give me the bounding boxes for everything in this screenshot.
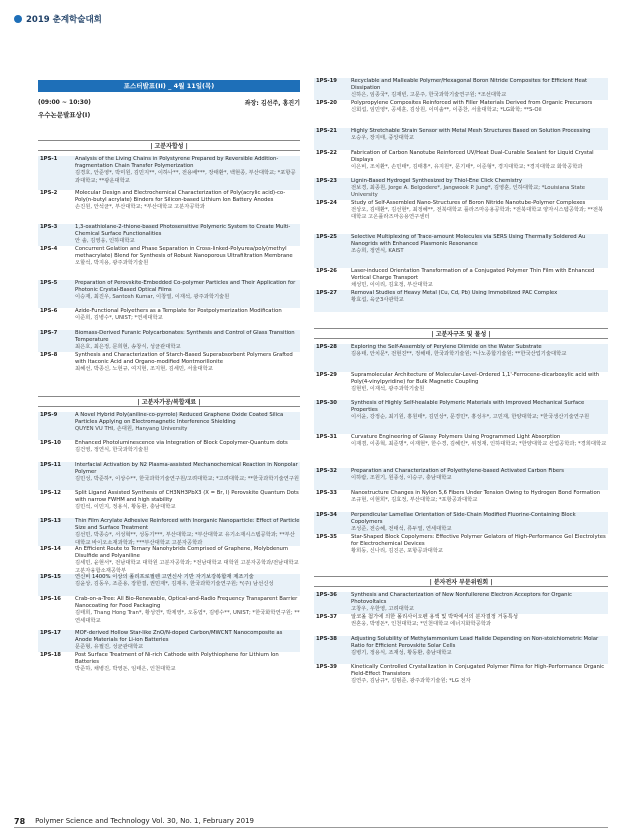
entry-id: 1PS-22 (316, 150, 337, 156)
program-entry (38, 490, 300, 518)
entry-id: 1PS-34 (316, 512, 337, 518)
entry-title: Recyclable and Malleable Polymer/Hexagonal Boron Nitride Composites for Efficient Heat Dissipation (351, 78, 588, 92)
program-entry (38, 546, 300, 574)
entry-id: 1PS-20 (316, 100, 337, 106)
entry-title: Perpendicular Lamellae Orientation of Side-Chain Modified Fluorine-Containing Block Copolymers (351, 512, 576, 526)
entry-id: 1PS-17 (40, 630, 61, 636)
session-room: 우수논문발표상(I) (38, 111, 91, 119)
entry-title: Fabrication of Carbon Nanotube Reinforced UV/Heat Dual-Curable Sealant for Liquid Crystal Displays (351, 150, 594, 164)
program-entry (314, 434, 608, 468)
program-entry (38, 352, 300, 386)
entry-authors: 김세민, 윤현서*, 전남대학교 대학원 고분자공학과; *전남대학교 대학원 고분자공학과/전남대학교 고분자융합소재공학부 (75, 560, 299, 574)
entry-authors: 안 솔, 김영웅, 인하대학교 (75, 238, 135, 245)
entry-title: Interfacial Activation by N2 Plasma-assisted Mechanochemical Reaction in Nonpolar Polymer (75, 462, 298, 476)
program-entry (38, 652, 300, 680)
entry-authors: 김윤상, 김동우, 조준용, 장한결, 권민재*, 김재우, 한국과학기술연구원; *(주) 남선신성 (75, 581, 274, 588)
entry-id: 1PS-37 (316, 614, 337, 620)
program-entry (38, 462, 300, 490)
entry-authors: 전보경, 최종원, Jorge A. Belgodere*, Jangwook P. Jung*, 김영훈, 인하대학교; *Louisiana State University (351, 185, 586, 199)
entry-id: 1PS-38 (316, 636, 337, 642)
entry-authors: 조성준, 전승혜, 전태석, 류두열, 연세대학교 (351, 526, 452, 533)
program-entry (38, 190, 300, 224)
program-entry (314, 400, 608, 434)
entry-id: 1PS-8 (40, 352, 58, 358)
program-entry (38, 518, 300, 546)
entry-title: Star-Shaped Block Copolymers: Effective Polymer Gelators of High-Performance Gel Electrolytes for Electrochemical Devices (351, 534, 606, 548)
entry-authors: 이준희, 김병수*, UNIST; *연세대학교 (75, 315, 163, 322)
entry-id: 1PS-29 (316, 372, 337, 378)
entry-title: Polypropylene Composites Reinforced with Filler Materials Derived from Organic Precursors (351, 100, 593, 106)
entry-id: 1PS-15 (40, 574, 61, 580)
entry-title: Nanostructure Changes in Nylon 5,6 Fibers Under Tension Owing to Hydrogen Bond Formation (351, 490, 601, 496)
program-entry (314, 592, 608, 614)
entry-id: 1PS-21 (316, 128, 337, 134)
session-time: (09:00 ~ 10:30) (38, 98, 91, 106)
entry-title: Molecular Design and Electrochemical Characterization of Poly(acrylic acid)-co-Poly(n-butyl acrylate) Binders for Silicon-based Lithium Ion Battery Anodes (75, 190, 286, 204)
program-entry (38, 630, 300, 652)
entry-id: 1PS-7 (40, 330, 58, 336)
entry-title: Highly Stretchable Strain Sensor with Metal Mesh Structures Based on Solution Processing (351, 128, 591, 134)
entry-authors: 전상오, 김태환*, 김선현*, 최정혜**, 전북대학교 플라즈마응용공학과; *전북대학교 양자시스템공학과; **전북대학교 고온플라즈마응용연구센터 (351, 207, 604, 221)
entry-authors: 김용태, 안치문*, 전현진**, 정해태, 한국과학기술원; *나노종합기술원; **한국산업기술대학교 (351, 351, 567, 358)
page-footer (14, 815, 254, 827)
entry-title: A Novel Hybrid Poly(aniline-co-pyrrole) Reduced Graphene Oxide Coated Silica Particles Applying on Electromagnetic Interference Shielding (75, 412, 284, 426)
entry-title: Adjusting Solubility of Methylammonium Lead Halide Depending on Non-stoichiometric Molar Ratio for Efficient Perovskite Solar Cells (351, 636, 599, 650)
entry-title: Biomass-Derived Furanic Polycarbonates: Synthesis and Control of Glass Transition Temperature (75, 330, 295, 344)
entry-id: 1PS-23 (316, 178, 337, 184)
entry-authors: 박준하, 채병진, 박영돈, 임태은, 인천대학교 (75, 666, 176, 673)
entry-title: Enhanced Photoluminescence via Integration of Block Copolymer-Quantum dots (75, 440, 288, 446)
entry-title: Synthesis of Highly Self-healable Polymeric Materials with Improved Mechanical Surface Properties (351, 400, 585, 414)
entry-title: Lignin-Based Hydrogel Synthesized by Thiol-Ene Click Chemistry (351, 178, 522, 184)
entry-id: 1PS-16 (40, 596, 61, 602)
category-heading: | 분자전자 부문위원회 | (314, 576, 608, 587)
entry-title: Thin Film Acrylate Adhesive Reinforced with Inorganic Nanoparticle: Effect of Particle Size and Surface Treatment (75, 518, 300, 532)
session-chair: 좌장: 김선주, 홍진기 (244, 99, 300, 107)
entry-id: 1PS-28 (316, 344, 337, 350)
program-entry (314, 128, 608, 150)
category-heading: | 고분자구조 및 물성 | (314, 328, 608, 339)
entry-title: Synthesis and Characterization of Starch-Based Superabsorbent Polymers Grafted with Itaconic Acid and Organo-modified Montmorillonite (75, 352, 293, 366)
program-entry (38, 412, 300, 440)
entry-id: 1PS-11 (40, 462, 61, 468)
entry-title: 연신비 1400% 이상의 폴리프로필렌 고연신사 기반 자기보강복합재 제조기술 (75, 574, 254, 580)
program-entry (314, 534, 608, 562)
program-entry (314, 78, 608, 100)
entry-id: 1PS-31 (316, 434, 337, 440)
entry-title: Analysis of the Living Chains in Polystyrene Prepared by Reversible Addition-fragmentation Chain Transfer Polymerization (75, 156, 279, 170)
program-entry (314, 200, 608, 234)
entry-title: Concurrent Gelation and Phase Separation in Cross-linked-Polyurea/poly(methyl methacrylate) Blend for Synthesis of Robust Nanoporous Ultrafiltration Membrane (75, 246, 293, 260)
entry-authors: 이은비, 조치환*, 손민태*, 김태홍*, 유지원*, 문기태*, 이준형*, 경지대학교; *경지대학교 화학공학과 (351, 164, 583, 171)
entry-authors: QUYEN VU THI, 손대원, Hanyang University (75, 426, 188, 433)
entry-authors: 신하은, 임종국*, 김재빈, 고문주, 한국과학기술연구원; *조선대학교 (351, 92, 507, 99)
entry-id: 1PS-25 (316, 234, 337, 240)
entry-authors: 이승재, 최진우, Santosh Kumar, 이창열, 이재석, 광주과학기술원 (75, 294, 230, 301)
entry-id: 1PS-4 (40, 246, 58, 252)
conference-title: 2019 춘계학술대회 (26, 15, 102, 25)
entry-authors: 김연주, 김남규*, 김범준, 광주과학기술원; *LG 전자 (351, 678, 471, 685)
program-entry (314, 178, 608, 200)
entry-authors: 황효섭, 육군3사관학교 (351, 297, 404, 304)
entry-id: 1PS-14 (40, 546, 61, 552)
program-entry (38, 440, 300, 462)
entry-authors: 이서윤, 강정순, 최기원, 홍원태*, 김민상*, 문경민*, 홍성우*, 고민재, 한양대학교; *한국생산기술연구원 (351, 414, 590, 421)
entry-authors: 김민성, 박준하*, 이상수**, 한국과학기술연구원/고려대학교; *고려대학교; **한국과학기술연구원 (75, 476, 300, 483)
entry-title: Removal Studies of Heavy Metal (Cu, Cd, Pb) Using Immobilized PAC Complex (351, 290, 558, 296)
entry-authors: 고창우, 우한영, 고려대학교 (351, 606, 415, 613)
entry-title: Split Ligand Assisted Synthesis of CH3NH3PbX3 (X = Br, I) Perovskite Quantum Dots with narrow FWHM and high stability (75, 490, 299, 504)
entry-title: Supramolecular Architecture of Molecular-Level-Ordered 1,1'-Ferrocene-dicarboxylic acid with Poly(4-vinylpyridine) for Bulk Magnetic Coupling (351, 372, 600, 386)
program-entry (38, 224, 300, 246)
journal-info: Polymer Science and Technology Vol. 30, No. 1, February 2019 (35, 817, 254, 825)
entry-title: Kinetically Controlled Crystallization in Conjugated Polymer Films for High-Performance Organic Field-Effect Transistors (351, 664, 605, 678)
entry-id: 1PS-19 (316, 78, 337, 84)
entry-authors: 신회섭, 임민영*, 공세훈, 김상원, 이미솔**, 이종찬, 서울대학교; *LG화학; **S-Oil (351, 107, 542, 114)
entry-id: 1PS-10 (40, 440, 61, 446)
footer-divider (14, 827, 608, 828)
category-heading: | 고분자가공/복합재료 | (38, 396, 300, 407)
entry-authors: 황희동, 신나리, 김진곤, 포항공과대학교 (351, 548, 443, 555)
entry-title: MOF-derived Hollow Star-like ZnO/N-doped Carbon/MWCNT Nanocomposite as Anode Materials for Li-ion Batteries (75, 630, 283, 644)
program-entry (314, 490, 608, 512)
entry-authors: 김태희, Thang Hong Tran*, 황성연*, 박제영*, 오동엽*, 김병수**, UNIST; *한국화학연구원; **연세대학교 (75, 610, 300, 624)
program-entry (314, 100, 608, 128)
program-entry (314, 468, 608, 490)
session-banner: 포스터발표(II) _ 4월 11일(목) (38, 80, 300, 92)
entry-authors: 권혼웅, 박영돈*, 인천대학교; *인천대학교 에너지화학공학과 (351, 621, 491, 628)
entry-id: 1PS-3 (40, 224, 58, 230)
entry-title: Preparation of Perovskite-Embedded Co-polymer Particles and Their Application for Photonic Crystal-Based Optical Films (75, 280, 296, 294)
entry-title: An Efficient Route to Ternary Nanohybrids Comprised of Graphene, Molybdenum Disulfide and Polyaniline (75, 546, 289, 560)
entry-authors: 김건영, 정연식, 한국과학기술원 (75, 447, 149, 454)
entry-title: Selective Multiplexing of Trace-amount Molecules via SERS Using Thermally Soldered Au Nanogrids with Enhanced Plasmonic Resonance (351, 234, 586, 248)
program-entry (38, 156, 300, 190)
entry-id: 1PS-2 (40, 190, 58, 196)
entry-id: 1PS-26 (316, 268, 337, 274)
entry-authors: 채성민, 이이리, 김효정, 부산대학교 (351, 282, 433, 289)
entry-authors: 김선민, 박종승*, 서성혁**, 성동기***, 부산대학교; *부산대학교 유기소재시스템공학과; **부산대학교 바이오소재과학과; ***부산대학교 고분자공학과 (75, 532, 295, 546)
entry-authors: 오할석, 박지용, 광주과학기술원 (75, 260, 149, 267)
entry-id: 1PS-36 (316, 592, 337, 598)
entry-id: 1PS-6 (40, 308, 58, 314)
entry-title: 1,3-oxathiolane-2-thione-based Photosensitive Polymeric System to Create Multi-Chemical Surface Functionalities (75, 224, 291, 238)
program-entry (314, 150, 608, 178)
program-entry (314, 614, 608, 636)
entry-title: Preparation and Characterization of Polyethylene-based Activated Carbon Fibers (351, 468, 565, 474)
bullet-icon (14, 15, 22, 23)
program-entry (38, 308, 300, 330)
entry-title: Curvature Engineering of Glassy Polymers Using Programmed Light Absorption (351, 434, 561, 440)
entry-id: 1PS-18 (40, 652, 61, 658)
program-entry (314, 372, 608, 400)
entry-authors: 김현빈, 이재석, 광주과학기술원 (351, 386, 425, 393)
entry-authors: 김병기, 정용식, 조재성, 황동환, 충남대학교 (351, 650, 452, 657)
entry-authors: 김민석, 이민지, 정용식, 황동환, 충남대학교 (75, 504, 176, 511)
program-entry (38, 596, 300, 630)
program-entry (314, 268, 608, 290)
entry-title: Laser-induced Orientation Transformation of a Conjugated Polymer Thin Film with Enhanced Vertical Charge Transport (351, 268, 595, 282)
entry-authors: 문준형, 유필진, 성균관대학교 (75, 644, 144, 651)
entry-authors: 조승희, 정연식, KAIST (351, 248, 404, 255)
entry-title: Post Surface Treatment of Ni-rich Cathode with Polythiophene for Lithium Ion Batteries (75, 652, 279, 666)
entry-authors: 오승우, 장지태, 중앙대학교 (351, 135, 415, 142)
entry-id: 1PS-35 (316, 534, 337, 540)
entry-id: 1PS-9 (40, 412, 58, 418)
program-entry (38, 280, 300, 308)
entry-title: Synthesis and Characterization of New Nonfullerene Electron Acceptors for Organic Photovoltaics (351, 592, 572, 606)
entry-authors: 조규현, 이현희*, 김효정, 부산대학교; *포항공과대학교 (351, 497, 478, 504)
entry-id: 1PS-24 (316, 200, 337, 206)
program-entry (38, 246, 300, 280)
program-entry (314, 512, 608, 534)
entry-authors: 최은호, 최은정, 문희현, 송창식, 성균관대학교 (75, 344, 181, 351)
category-heading: | 고분자합성 | (38, 140, 300, 151)
entry-id: 1PS-33 (316, 490, 337, 496)
program-entry (38, 574, 300, 596)
entry-id: 1PS-32 (316, 468, 337, 474)
page-header (14, 12, 102, 26)
program-entry (314, 290, 608, 312)
entry-title: Crab-on-a-Tree: All Bio-Renewable, Optical-and-Radio Frequency Transparent Barrier Nanocoating for Food Packaging (75, 596, 298, 610)
entry-id: 1PS-13 (40, 518, 61, 524)
entry-title: 알코올 첨가에 의한 폴리사이오펜 용액 및 박막에서의 분자결정 거동특성 (351, 614, 518, 620)
program-entry (38, 330, 300, 352)
entry-title: Exploring the Self-Assembly of Perylene Diimide on the Water Substrate (351, 344, 542, 350)
entry-title: Azide-Functional Polyethers as a Template for Postpolymerization Modification (75, 308, 282, 314)
entry-id: 1PS-5 (40, 280, 58, 286)
entry-id: 1PS-12 (40, 490, 61, 496)
program-entry (314, 234, 608, 268)
entry-authors: 김경호, 안준영*, 박미원, 김민지**, 이하나**, 전용배***, 장태환*, 백현종, 부산대학교; *포항공과대학교; **광운대학교 (75, 170, 296, 184)
entry-authors: 손진원, 안석균*, 부산대학교; *부산대학교 고분자공학과 (75, 204, 205, 211)
entry-id: 1PS-1 (40, 156, 58, 162)
entry-title: Study of Self-Assembled Nano-Structures of Boron Nitride Nanotube-Polymer Complexes (351, 200, 586, 206)
entry-id: 1PS-39 (316, 664, 337, 670)
entry-authors: 이하람, 조원기, 원종성, 이승구, 충남대학교 (351, 475, 452, 482)
page-number: 78 (14, 816, 26, 826)
entry-authors: 최혜선, 박종신, 노현규, 여지현, 조지현, 김세민, 서울대학교 (75, 366, 213, 373)
program-entry (314, 636, 608, 664)
session-info (38, 96, 300, 108)
entry-id: 1PS-30 (316, 400, 337, 406)
program-entry (314, 344, 608, 372)
entry-id: 1PS-27 (316, 290, 337, 296)
entry-authors: 이재겸, 이종혁, 최준명*, 이재현*, 한수경, 김혜린*, 위정재, 인하대학교; *한양대학교 산업공학과; *경희대학교 (351, 441, 607, 448)
program-entry (314, 664, 608, 692)
